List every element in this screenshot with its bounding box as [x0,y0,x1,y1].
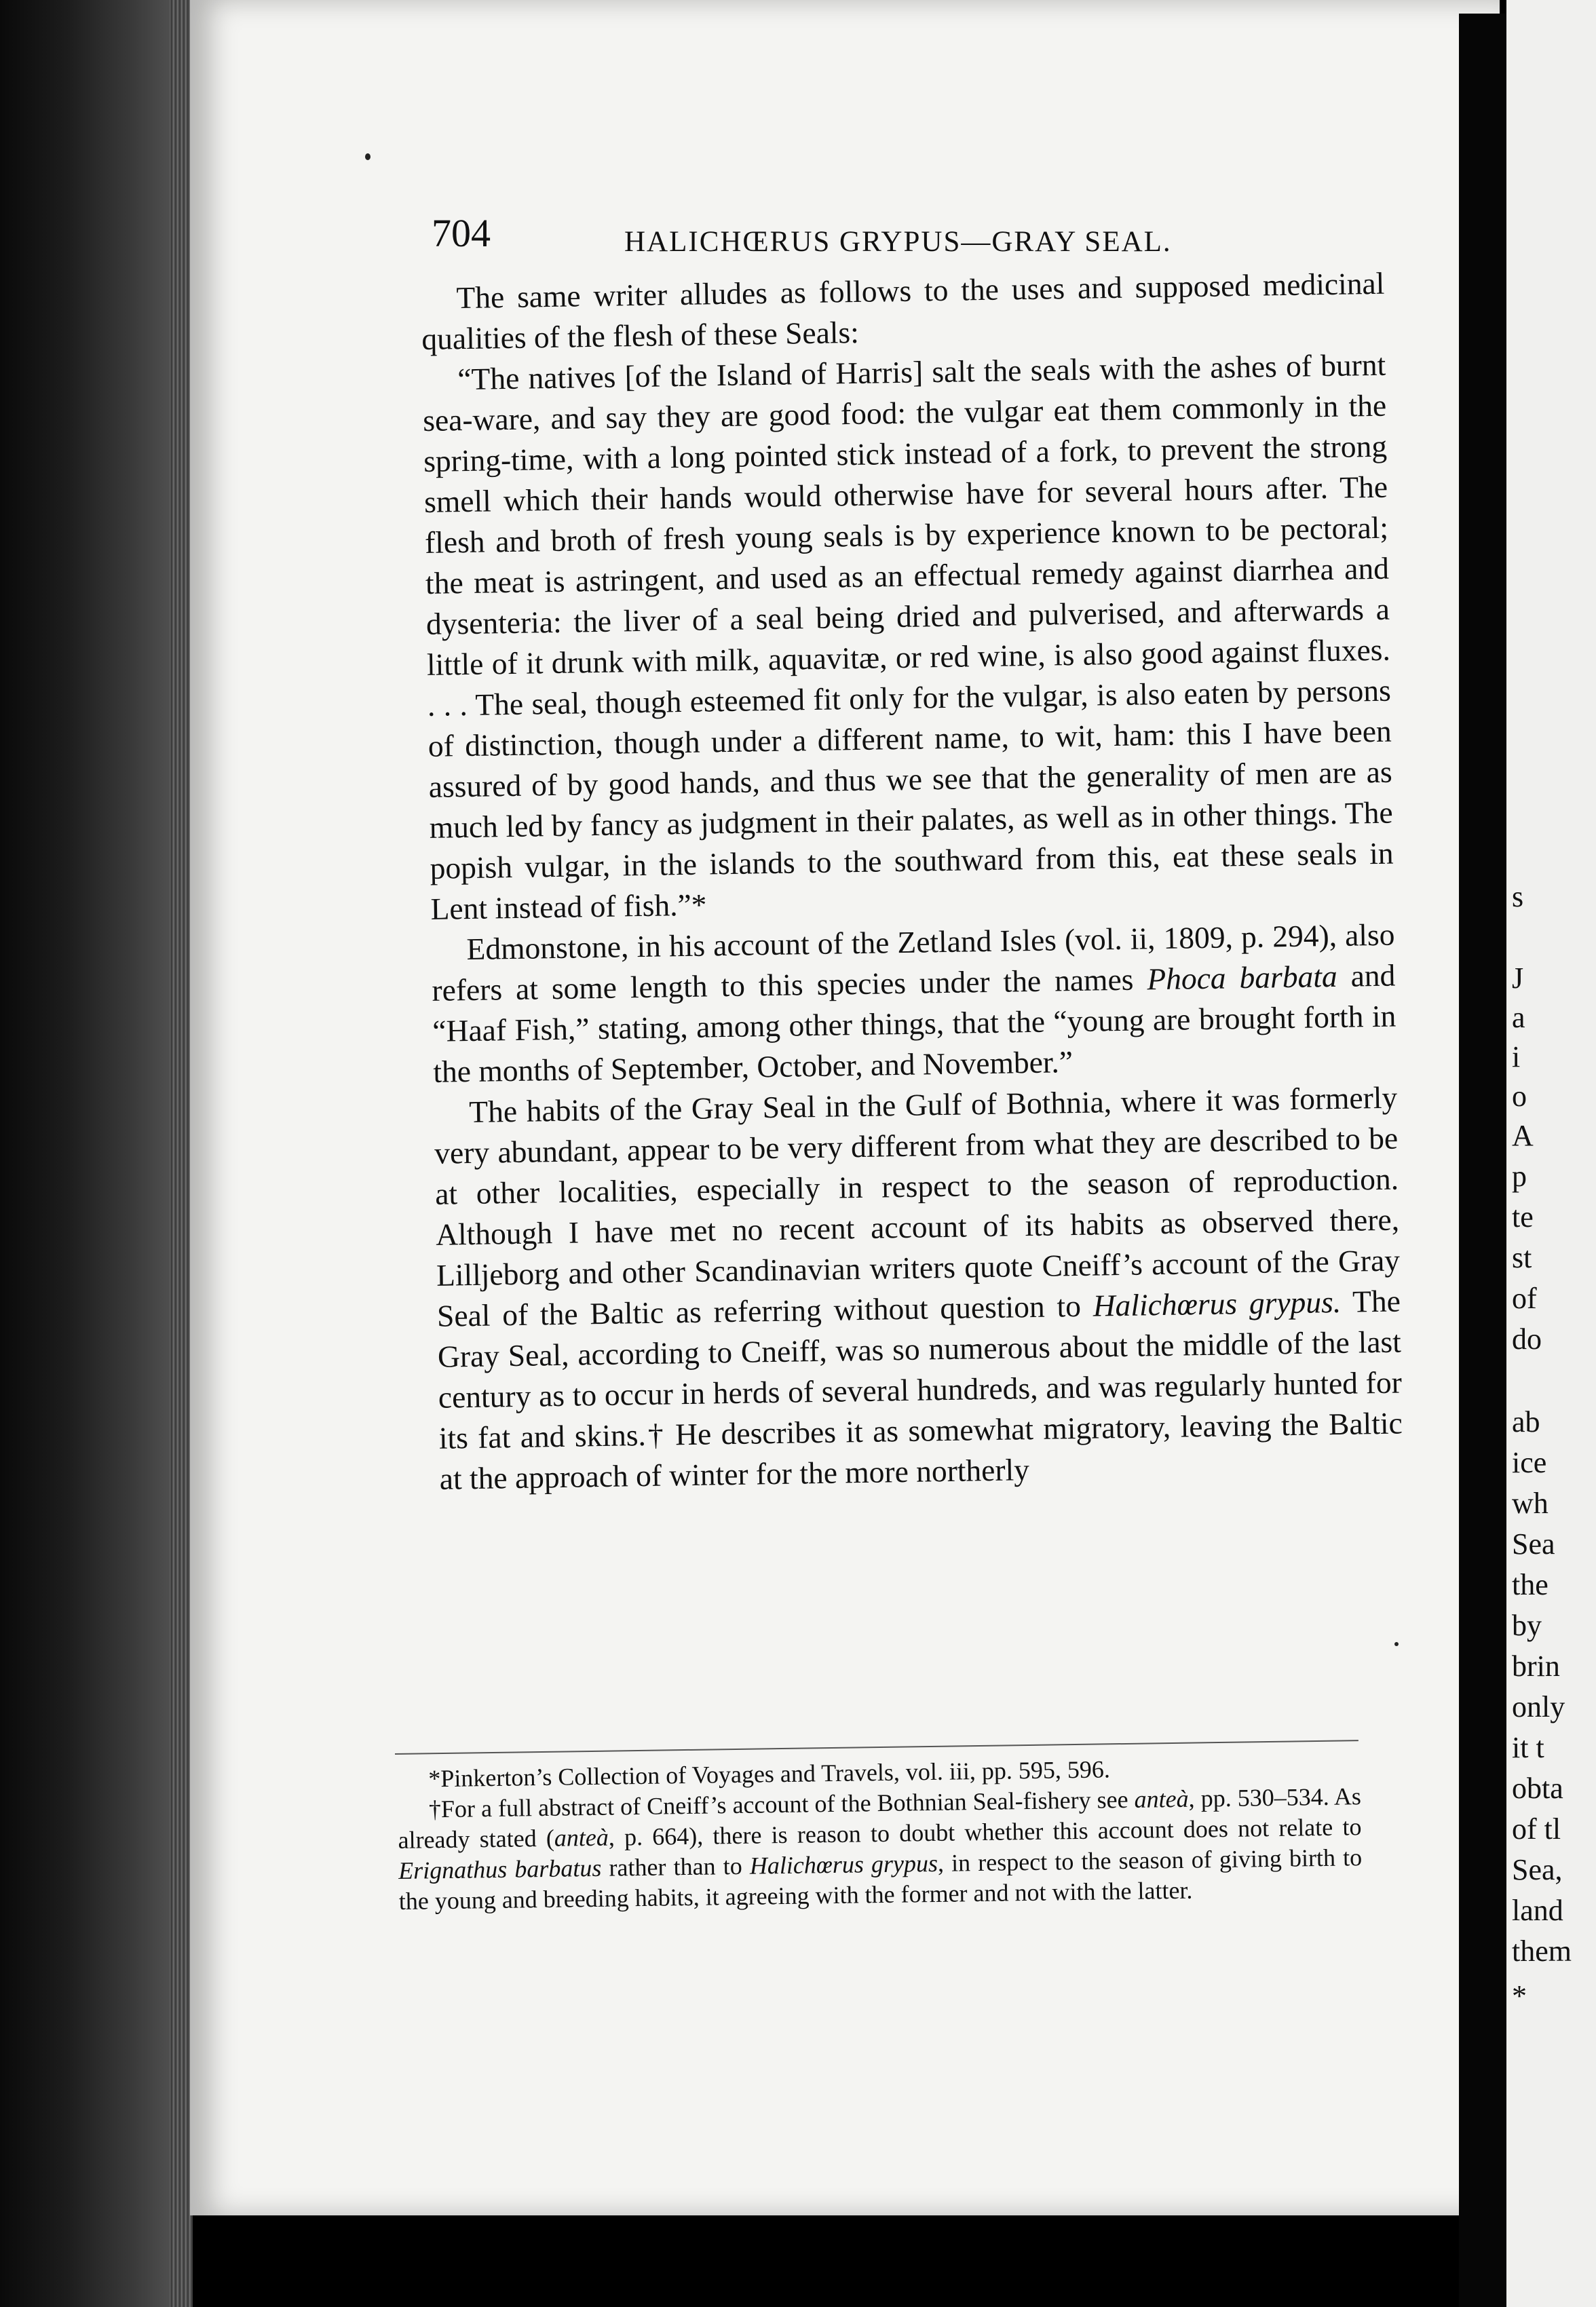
species-name: Halichœrus grypus. [1092,1284,1342,1323]
italic-term: anteà [554,1823,609,1852]
facing-fragment: * [1512,1979,1527,2013]
facing-fragment: of [1512,1282,1537,1315]
facing-fragment: it t [1512,1731,1544,1764]
running-head: HALICHŒRUS GRYPUS—GRAY SEAL. [624,226,1172,258]
facing-fragment: Sea [1512,1527,1555,1561]
scan-speck [365,153,370,160]
facing-fragment: of tl [1512,1812,1561,1846]
facing-fragment: ab [1512,1405,1540,1438]
facing-fragment: a [1512,1001,1525,1034]
facing-fragment: obta [1512,1772,1563,1805]
text-run: The habits of the Gray Seal in the Gulf of Bothnia, where it was formerly very abundant, appear to be very different from what they are described to be at other localities, especially in respect to the season of reproduction. Although I have met no recent account of its habits as observed there, Lilljeborg and other Scandinavian writers quote Cneiff’s account of the Gray Seal of the Baltic as referring without question to [434,1080,1401,1333]
species-name: Phoca barbata [1146,958,1338,997]
facing-fragment: do [1512,1322,1542,1356]
text-run: The Gray Seal, according to Cneiff, was so numerous about the middle of the last century as to occur in herds of several hundreds, and was regularly hunted for its fat and skins.† He describes it as somewhat migratory, leaving the Baltic at the approach of winter for the more northerly [437,1283,1403,1496]
facing-fragment: by [1512,1609,1542,1642]
facing-fragment: only [1512,1690,1565,1723]
facing-fragment: land [1512,1894,1563,1927]
facing-fragment: A [1512,1119,1534,1152]
text-run: , p. 664), there is reason to doubt whether this account does not relate to [608,1813,1362,1851]
facing-fragment: wh [1512,1487,1548,1520]
facing-fragment: J [1512,961,1524,995]
facing-fragment: ice [1512,1446,1547,1479]
facing-page [1506,0,1596,2307]
text-run: rather than to [601,1852,750,1882]
paragraph [431,915,1397,1092]
facing-fragment: s [1512,880,1524,913]
species-name: Erignathus barbatus [398,1854,602,1884]
facing-fragment: o [1512,1080,1527,1113]
facing-fragment: te [1512,1200,1534,1234]
book-spine [0,0,190,2307]
page-stack-edge [170,0,193,2307]
gutter-shadow [1459,14,1506,2307]
facing-fragment: i [1512,1040,1521,1073]
facing-fragment: them [1512,1934,1572,1968]
page-header [432,210,1232,265]
text-run: , pp. 530–534. As already stated ( [398,1782,1362,1854]
text-run: Edmonstone, in his account of the Zetland Isles (vol. ii, 1809, p. 294), also refers at some length to this species under the names [432,917,1395,1008]
text-run: , in respect to the season of giving birth to the young and breeding habits, it agreeing with the former and not with the latter. [398,1844,1363,1915]
facing-fragment: brin [1512,1650,1560,1683]
text-run: and “Haaf Fish,” stating, among other things, that the “young are brought forth in the months of September, October, and November.” [432,957,1396,1089]
paragraph: The same writer alludes as follows to the uses and supposed medicinal qualities of the flesh of these Seals: [421,265,1385,356]
footnote [398,1781,1363,1917]
body-text [421,263,1403,1500]
page-number: 704 [432,211,491,255]
scan-speck [1394,1642,1399,1646]
footnotes [397,1751,1363,1917]
text-run: †For a full abstract of Cneiff’s account of the Bothnian Seal-fishery see [428,1785,1135,1823]
facing-fragment: st [1512,1241,1532,1274]
quoted-paragraph: “The natives [of the Island of Harris] salt the seals with the ashes of burnt sea-ware, and say they are good food: the vulgar eat them commonly in the spring-time, with a long pointed stick instead of a fork, to prevent the strong smell which their hands would otherwise have for several hours after. The flesh and broth of fresh young seals is by experience known to be pectoral; the meat is astringent, and used as an effectual remedy against diarrhea and dysenteria: the liver of a seal being dried and pulverised, and afterwards a little of it drunk with milk, aquavitæ, or red wine, is also good against fluxes. . . . The seal, though esteemed fit only for the vulgar, is also eaten by persons of distinction, though under a different name, to wit, ham: this I have been assured of by good hands, and thus we see that the generality of men are as much led by fancy as judgment in their palates, as well as in other things. The popish vulgar, in the islands to the southward from this, eat these seals in Lent instead of fish.”* [422,347,1394,926]
facing-fragment: Sea, [1512,1853,1563,1886]
facing-fragment: the [1512,1568,1548,1601]
paragraph [434,1078,1403,1500]
species-name: Halichœrus grypus [749,1849,938,1880]
footnote: *Pinkerton’s Collection of Voyages and Travels, vol. iii, pp. 595, 596. [428,1755,1111,1793]
italic-term: anteà [1134,1785,1189,1813]
facing-fragment: p [1512,1160,1527,1193]
